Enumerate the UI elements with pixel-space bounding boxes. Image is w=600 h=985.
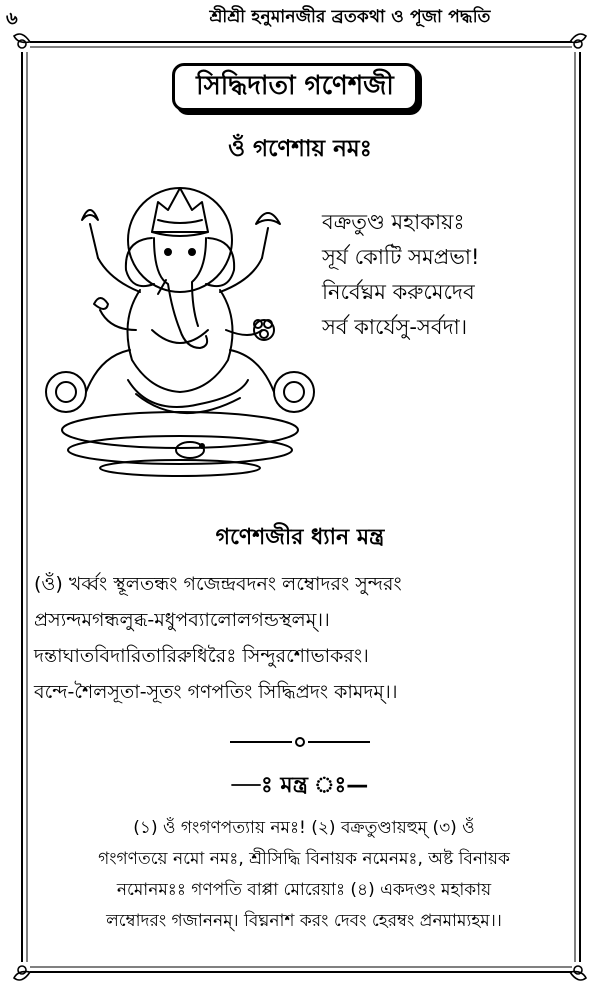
section-divider [230, 732, 370, 752]
mantra-line: (ওঁ) খর্ব্বং স্থূলতন্ধং গজেন্দ্রবদনং লম্বোদরং সুন্দরং [34, 573, 402, 595]
mantra-line: প্রস্যন্দমগন্ধলুব্ধ-মধুপব্যালোলগন্ডস্থলম্।। [34, 609, 330, 631]
shloka-line: সূর্য কোটি সমপ্রভা! [322, 245, 480, 269]
mantra-line: বন্দে-শৈলসূতা-সূতং গণপতিং সিদ্ধিপ্রদং কামদম্।। [34, 681, 398, 703]
mantra-list-line: (১) ওঁ গংগণপত্যায় নমঃ! (২) বক্রতুণ্ডায়হুম্ (৩) ওঁ [133, 818, 475, 838]
page-number: ৬ [6, 8, 18, 29]
dhyan-heading: গণেশজীর ধ্যান মন্ত্র [215, 525, 385, 550]
mantra-list-line: নমোনমঃঃ গণপতি বাপ্পা মোরেয়াঃ (৪) একদণ্ডং মহাকায় [116, 880, 492, 900]
mantra-list [34, 813, 574, 937]
page-title: সিদ্ধিদাতা গণেশজী [172, 63, 418, 111]
shloka-line: নির্বেঘ্নম করুমেদেব [322, 280, 475, 304]
mantra-heading: —ঃ মন্ত্র ঃ— [231, 773, 369, 798]
running-title: শ্রীশ্রী হনুমানজীর ব্রতকথা ও পূজা পদ্ধতি [209, 7, 491, 27]
invocation: ওঁ গণেশায় নমঃ [228, 136, 372, 162]
dhyan-mantra [34, 566, 574, 710]
mantra-list-line: লম্বোদরং গজাননম্। বিঘ্ননাশ করং দেবং হেরম্বং প্রনমাম্যহম।। [106, 911, 502, 931]
mantra-list-line: গংগণতয়ে নমো নমঃ, শ্রীসিদ্ধি বিনায়ক নমেনমঃ, অষ্ট বিনায়ক [98, 849, 510, 869]
shloka-line: বক্রতুণ্ড মহাকায়ঃ [322, 210, 465, 234]
ganesha-illustration [40, 180, 320, 480]
shloka-line: সর্ব কার্যেসু-সর্বদা। [322, 315, 468, 339]
mantra-line: দন্তাঘাতবিদারিতারিরুধিরৈঃ সিন্দুরশোভাকরং। [34, 645, 369, 667]
shloka-verse [322, 205, 582, 345]
